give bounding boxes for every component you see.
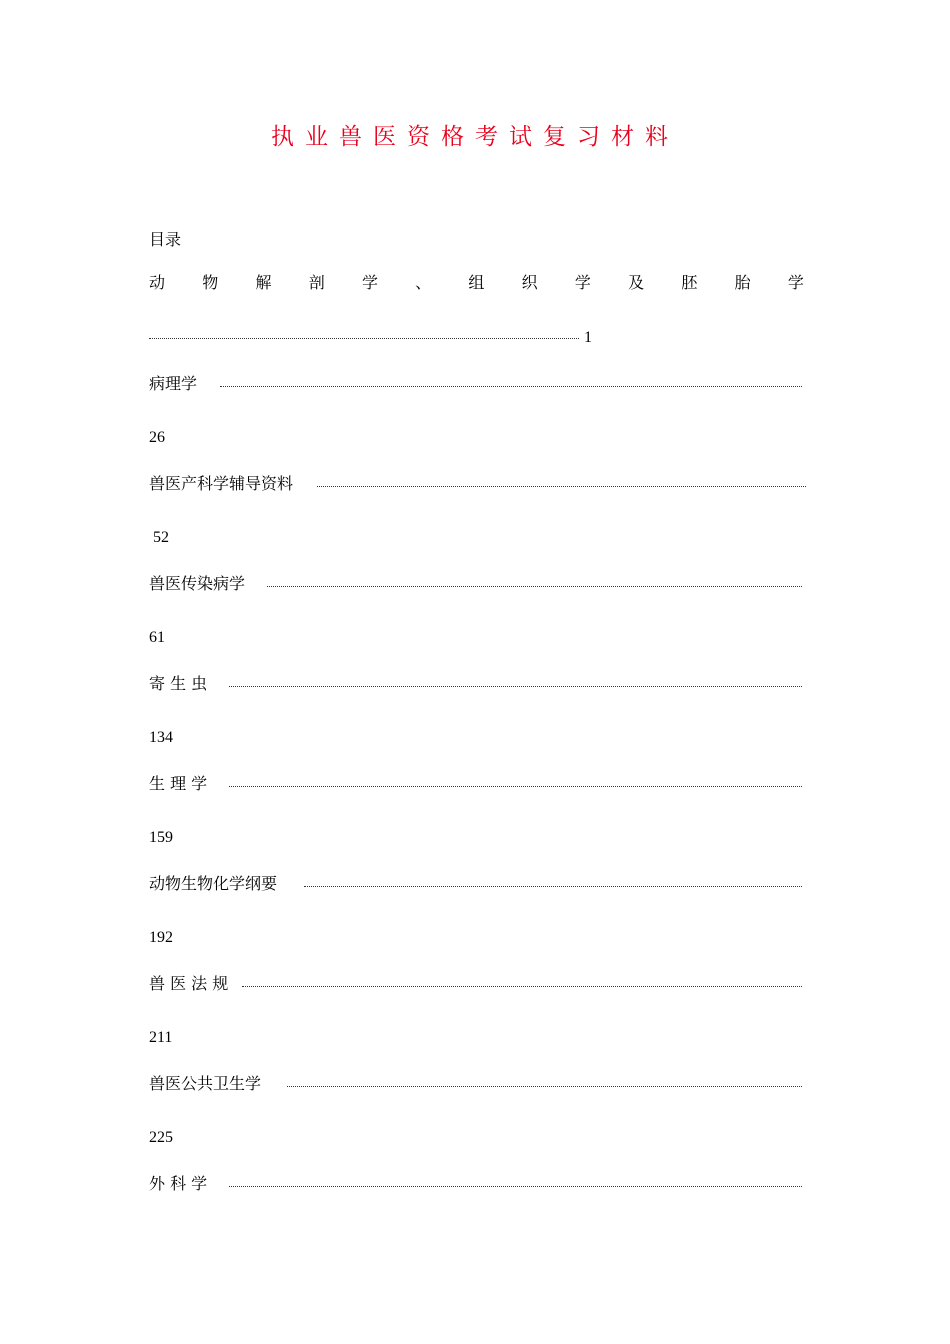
toc-entry-page: 225 — [149, 1129, 173, 1146]
toc-char: 、 — [415, 273, 432, 292]
toc-char: 织 — [521, 273, 538, 292]
toc-leader-dots — [304, 886, 802, 887]
toc-char: 解 — [255, 273, 272, 292]
toc-char: 胚 — [681, 273, 698, 292]
toc-leader-dots — [229, 786, 802, 787]
toc-entry-label: 兽医传染病学 — [149, 574, 246, 593]
toc-char: 及 — [628, 273, 645, 292]
toc-entry-label: 兽 医 法 规 — [149, 974, 229, 993]
toc-entry-label: 外 科 学 — [149, 1174, 208, 1193]
toc-entry-page: 61 — [149, 629, 165, 646]
toc-char: 剖 — [308, 273, 325, 292]
toc-leader-dots — [229, 686, 802, 687]
toc-char: 学 — [361, 273, 378, 292]
toc-entry-label: 动物生物化学纲要 — [149, 874, 278, 893]
toc-leader-dots — [287, 1086, 802, 1087]
toc-leader-dots — [267, 586, 802, 587]
toc-leader-dots — [317, 486, 806, 487]
toc-entry-page: 52 — [153, 529, 169, 546]
toc-entry-anatomy-title — [149, 271, 804, 295]
toc-entry-page: 26 — [149, 429, 165, 446]
toc-char: 学 — [787, 273, 804, 292]
toc-entry-page: 211 — [149, 1029, 173, 1046]
toc-leader-dots — [220, 386, 802, 387]
toc-leader-dots — [242, 986, 802, 987]
toc-char: 学 — [574, 273, 591, 292]
toc-entry-label: 生 理 学 — [149, 774, 208, 793]
toc-entry-page: 159 — [149, 829, 173, 846]
toc-char: 组 — [468, 273, 485, 292]
toc-entry-page: 134 — [149, 729, 173, 746]
toc-leader-dots — [149, 338, 579, 339]
toc-leader-dots — [229, 1186, 802, 1187]
toc-char: 物 — [202, 273, 219, 292]
toc-entry-label: 兽医公共卫生学 — [149, 1074, 262, 1093]
document-title: 执业兽医资格考试复习材料 — [271, 124, 679, 150]
toc-entry-page: 1 — [584, 329, 592, 346]
toc-entry-page: 192 — [149, 929, 173, 946]
toc-entry-label: 病理学 — [149, 374, 198, 393]
toc-heading: 目录 — [149, 230, 182, 249]
toc-char: 动 — [149, 273, 166, 292]
toc-char: 胎 — [734, 273, 751, 292]
toc-entry-label: 兽医产科学辅导资料 — [149, 474, 294, 493]
toc-entry-label: 寄 生 虫 — [149, 674, 208, 693]
